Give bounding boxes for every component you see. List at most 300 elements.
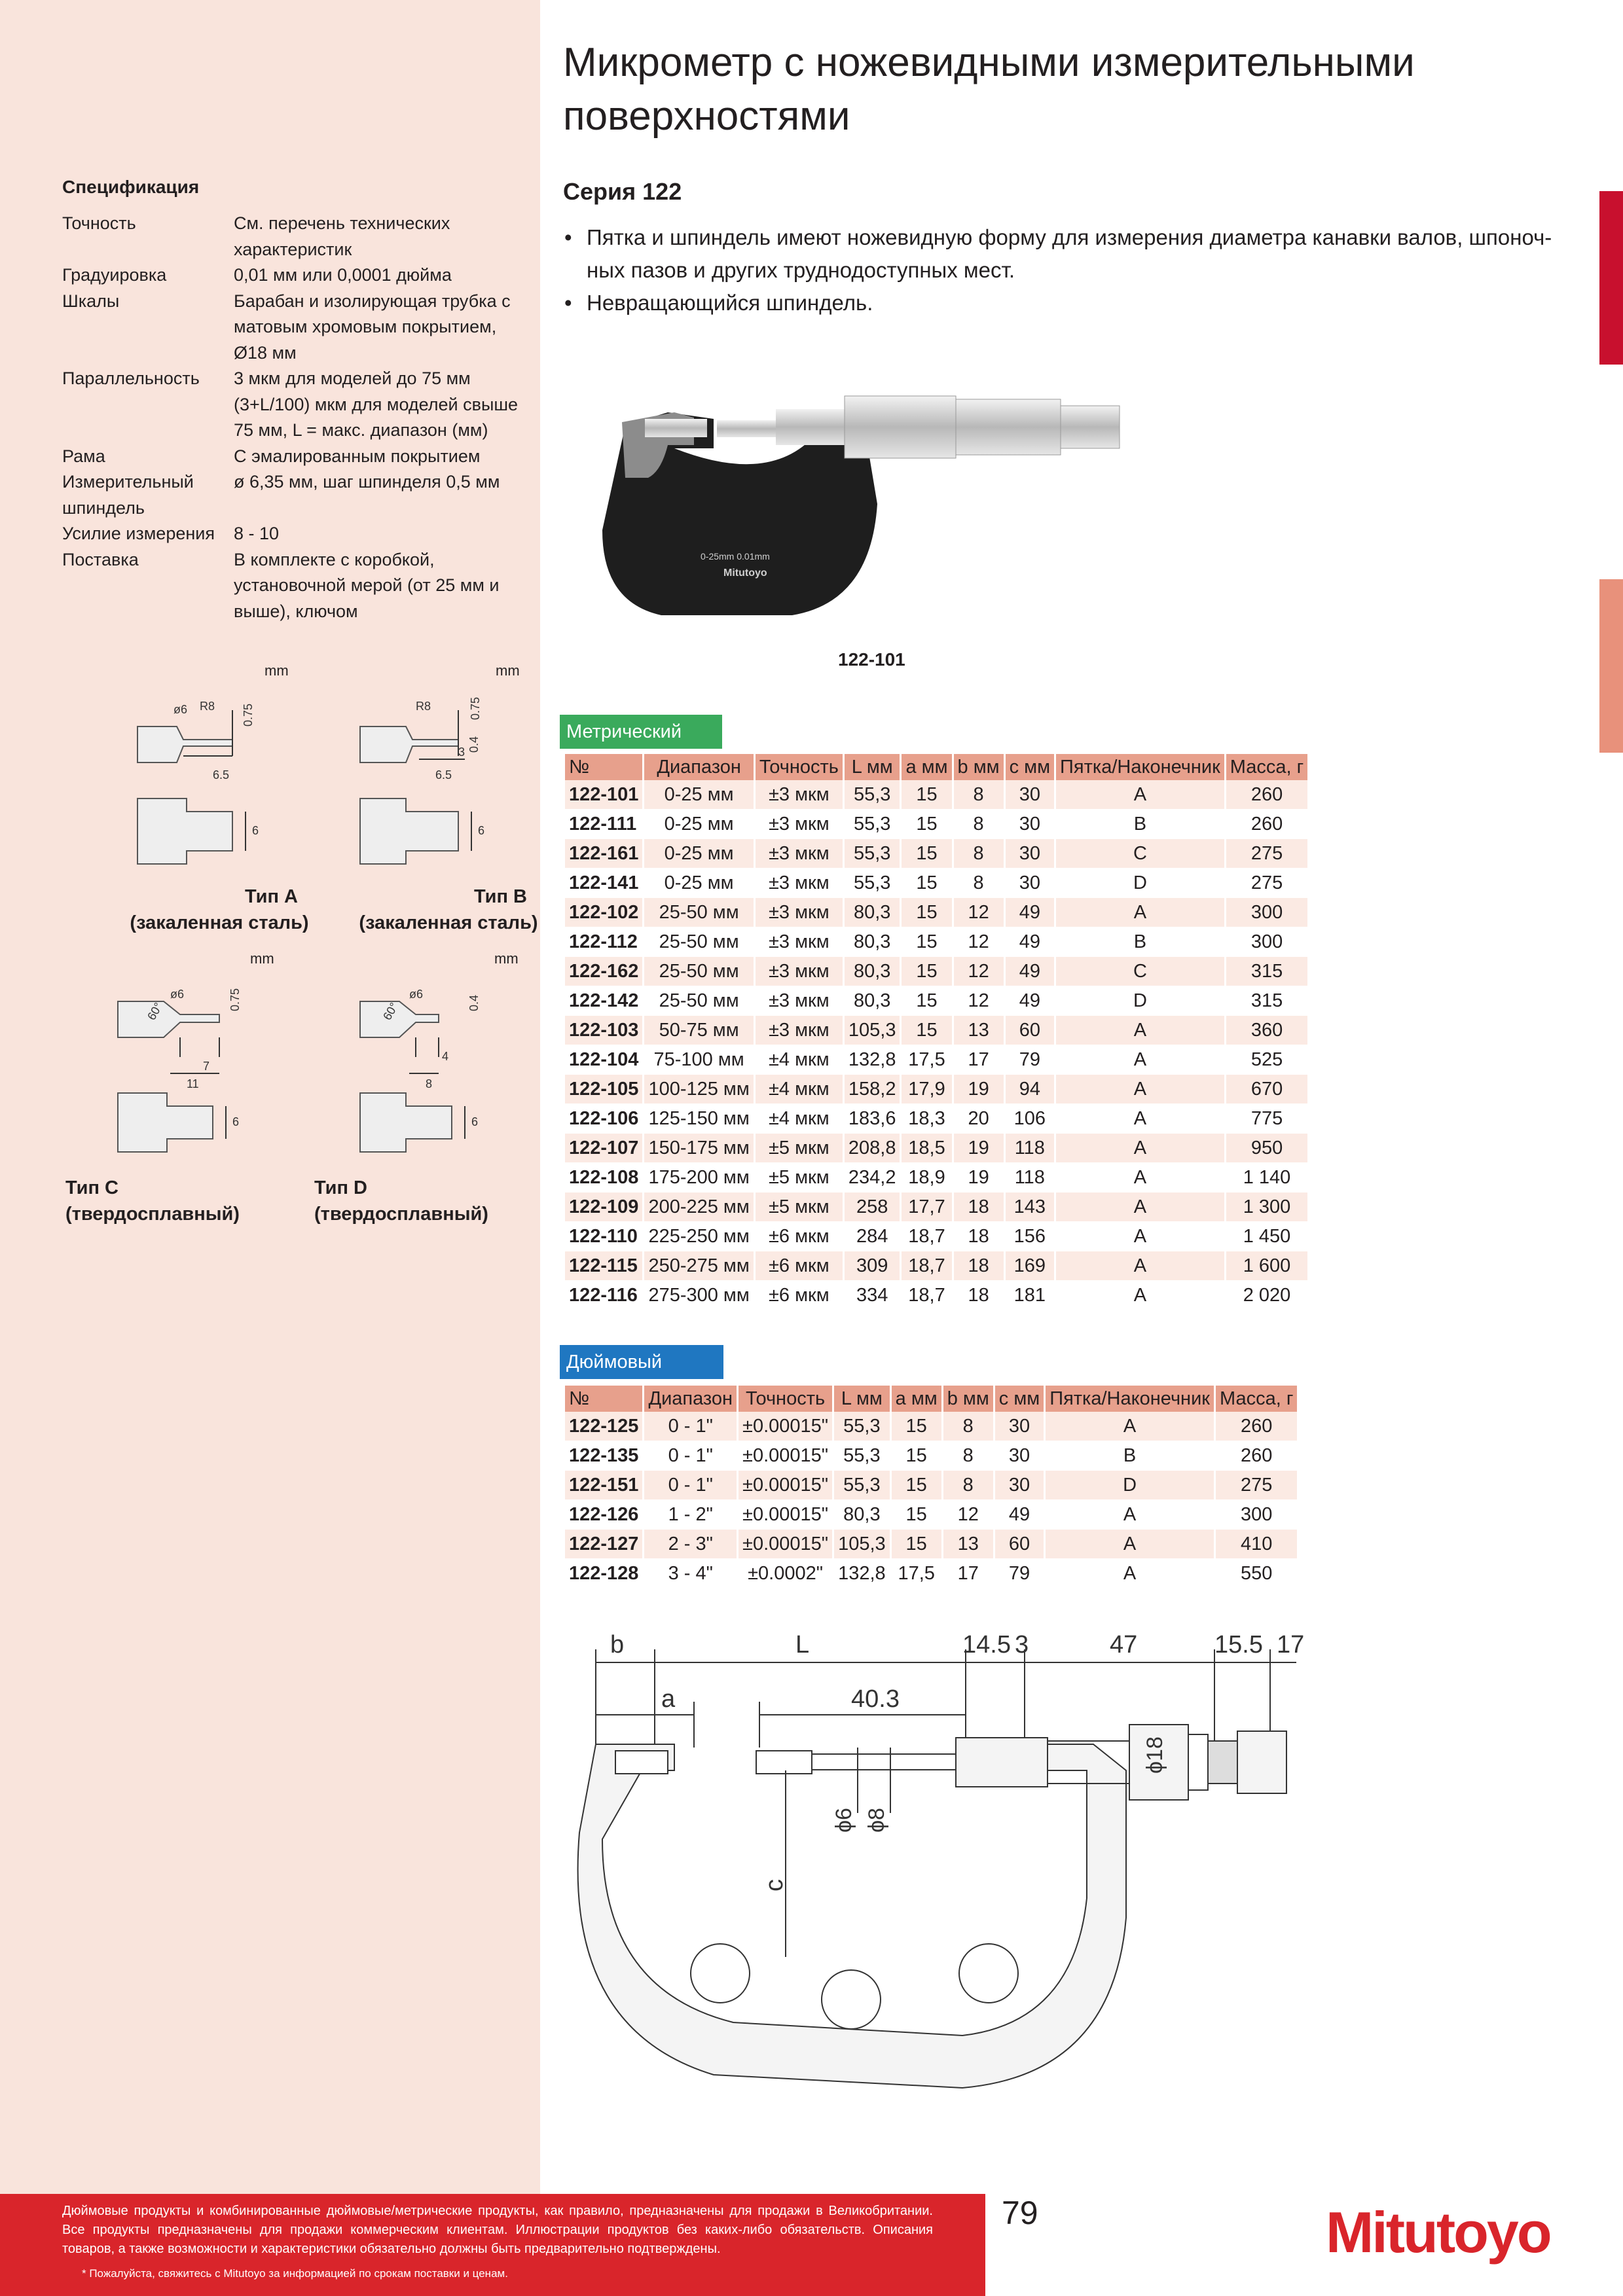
model-number-cell: 122-107 xyxy=(565,1134,642,1163)
table-cell: ±0.00015" xyxy=(739,1412,832,1441)
table-cell: 55,3 xyxy=(845,869,900,898)
table-cell: 175-200 мм xyxy=(644,1163,753,1193)
type-a-title: Тип А xyxy=(245,886,298,907)
table-cell: 150-175 мм xyxy=(644,1134,753,1163)
model-number-cell: 122-101 xyxy=(565,780,642,810)
table-cell: 156 xyxy=(1006,1222,1054,1251)
table-cell: 0 - 1" xyxy=(644,1471,737,1500)
table-cell: ±6 мкм xyxy=(756,1251,843,1281)
table-cell: A xyxy=(1056,1016,1224,1045)
table-cell: 309 xyxy=(845,1251,900,1281)
spec-label: Точность xyxy=(62,213,136,233)
dim-phi6: ø6 xyxy=(409,988,424,1001)
model-number-cell: 122-116 xyxy=(565,1281,642,1310)
spec-label: Параллельность xyxy=(62,368,200,388)
table-cell: 260 xyxy=(1216,1412,1297,1441)
spec-label: Шкалы xyxy=(62,291,120,311)
spec-value: матовым хромовым покрытием, xyxy=(234,317,497,336)
column-header: Пятка/Наконечник xyxy=(1046,1386,1214,1412)
table-cell: 30 xyxy=(1006,780,1054,810)
column-header: b мм xyxy=(954,754,1004,780)
table-cell: 1 140 xyxy=(1226,1163,1307,1193)
table-cell: 30 xyxy=(995,1471,1044,1500)
table-cell: D xyxy=(1046,1471,1214,1500)
dim-b: b xyxy=(610,1631,625,1659)
table-cell: A xyxy=(1046,1412,1214,1441)
page-title-line2: поверхностями xyxy=(563,94,850,139)
table-cell: 1 600 xyxy=(1226,1251,1307,1281)
table-cell: ±4 мкм xyxy=(756,1045,843,1075)
spec-value: характеристик xyxy=(234,239,352,259)
dim-6: 6 xyxy=(252,824,259,837)
type-c-diagram xyxy=(118,988,242,1152)
spec-value: выше), ключом xyxy=(234,601,358,621)
spec-row xyxy=(62,237,527,263)
spec-value: Ø18 мм xyxy=(234,342,297,363)
spec-value: В комплекте с коробкой, xyxy=(234,549,435,569)
table-cell: 550 xyxy=(1216,1559,1297,1588)
table-cell: 17,7 xyxy=(902,1193,951,1222)
spec-row xyxy=(62,262,527,289)
table-cell: 125-150 мм xyxy=(644,1104,753,1134)
table-row xyxy=(565,1193,1307,1222)
table-cell: 15 xyxy=(902,810,951,839)
table-row xyxy=(565,1222,1307,1251)
table-cell: 275-300 мм xyxy=(644,1281,753,1310)
table-cell: A xyxy=(1046,1530,1214,1559)
spec-row xyxy=(62,469,527,495)
dim-r8: R8 xyxy=(200,700,215,713)
spec-list xyxy=(62,211,527,624)
table-row xyxy=(565,1559,1297,1588)
table-cell: 17,5 xyxy=(902,1045,951,1075)
table-cell: 25-50 мм xyxy=(644,957,753,986)
model-number-cell: 122-111 xyxy=(565,810,642,839)
feature-text-cont: ных пазов и других труднодоступных мест. xyxy=(587,258,1015,282)
table-cell: ±3 мкм xyxy=(756,957,843,986)
footer-note: * Пожалуйста, свяжитесь с Mitutoyo за информацией по срокам поставки и ценам. xyxy=(82,2267,508,2280)
table-cell: 143 xyxy=(1006,1193,1054,1222)
table-cell: 260 xyxy=(1216,1441,1297,1471)
spec-label xyxy=(62,314,234,340)
model-number-cell: 122-106 xyxy=(565,1104,642,1134)
table-cell: 25-50 мм xyxy=(644,927,753,957)
table-cell: B xyxy=(1056,810,1224,839)
type-c-label: Тип С (твердосплавный) xyxy=(65,1177,240,1225)
model-number-cell: 122-115 xyxy=(565,1251,642,1281)
spec-value: 3 мкм для моделей до 75 мм xyxy=(234,368,471,388)
table-cell: 0 - 1" xyxy=(644,1412,737,1441)
dim-phi18: ϕ18 xyxy=(1142,1736,1167,1774)
table-cell: 18,7 xyxy=(902,1281,951,1310)
table-cell: 8 xyxy=(954,810,1004,839)
dim-phi6: ø6 xyxy=(170,988,185,1001)
table-cell: 15 xyxy=(902,957,951,986)
table-cell: 15 xyxy=(902,986,951,1016)
table-cell: 80,3 xyxy=(834,1500,890,1530)
feature-item xyxy=(564,287,1573,319)
table-cell: 18 xyxy=(954,1193,1004,1222)
table-row xyxy=(565,1251,1307,1281)
table-cell: 25-50 мм xyxy=(644,898,753,927)
table-cell: 105,3 xyxy=(845,1016,900,1045)
dim-0-75: 0.75 xyxy=(228,988,242,1011)
spec-label xyxy=(62,340,234,367)
table-cell: 260 xyxy=(1226,810,1307,839)
table-cell: ±6 мкм xyxy=(756,1222,843,1251)
metric-table xyxy=(563,754,1309,1310)
table-cell: 15 xyxy=(902,839,951,869)
table-cell: 15 xyxy=(902,1016,951,1045)
table-cell: 15 xyxy=(892,1471,941,1500)
table-cell: 30 xyxy=(1006,810,1054,839)
table-row xyxy=(565,1530,1297,1559)
column-header: c мм xyxy=(995,1386,1044,1412)
column-header: Диапазон xyxy=(644,754,753,780)
table-row xyxy=(565,1412,1297,1441)
table-cell: 0-25 мм xyxy=(644,810,753,839)
table-cell: C xyxy=(1056,957,1224,986)
table-cell: 284 xyxy=(845,1222,900,1251)
table-cell: ±5 мкм xyxy=(756,1134,843,1163)
table-row xyxy=(565,1163,1307,1193)
column-header: Точность xyxy=(739,1386,832,1412)
table-cell: 18,9 xyxy=(902,1163,951,1193)
table-cell: 8 xyxy=(954,869,1004,898)
table-cell: 1 - 2" xyxy=(644,1500,737,1530)
table-cell: 30 xyxy=(995,1412,1044,1441)
table-cell: 30 xyxy=(1006,869,1054,898)
table-cell: A xyxy=(1056,1075,1224,1104)
table-cell: 55,3 xyxy=(834,1412,890,1441)
table-cell: C xyxy=(1056,839,1224,869)
table-cell: 950 xyxy=(1226,1134,1307,1163)
table-cell: 315 xyxy=(1226,957,1307,986)
table-cell: 0-25 мм xyxy=(644,780,753,810)
table-cell: 75-100 мм xyxy=(644,1045,753,1075)
spec-label xyxy=(62,237,234,263)
model-number-cell: 122-126 xyxy=(565,1500,642,1530)
model-number-cell: 122-110 xyxy=(565,1222,642,1251)
spec-label xyxy=(62,418,234,444)
dim-6-5: 6.5 xyxy=(435,768,452,781)
spec-row xyxy=(62,521,527,547)
table-cell: 525 xyxy=(1226,1045,1307,1075)
table-cell: 18,7 xyxy=(902,1222,951,1251)
table-cell: 19 xyxy=(954,1163,1004,1193)
type-d-label: Тип D (твердосплавный) xyxy=(314,1177,488,1225)
photo-caption: 122-101 xyxy=(838,649,905,670)
table-cell: 334 xyxy=(845,1281,900,1310)
spec-value: 0,01 мм или 0,0001 дюйма xyxy=(234,265,452,285)
table-cell: 55,3 xyxy=(834,1471,890,1500)
table-cell: 169 xyxy=(1006,1251,1054,1281)
table-cell: A xyxy=(1056,1251,1224,1281)
table-cell: 49 xyxy=(995,1500,1044,1530)
table-row xyxy=(565,927,1307,957)
unit-label-a: mm xyxy=(264,662,289,679)
table-cell: A xyxy=(1056,1281,1224,1310)
table-cell: 8 xyxy=(954,839,1004,869)
model-number-cell: 122-109 xyxy=(565,1193,642,1222)
table-cell: 25-50 мм xyxy=(644,986,753,1016)
model-number-cell: 122-142 xyxy=(565,986,642,1016)
dim-4: 4 xyxy=(442,1050,449,1063)
spec-value: ø 6,35 мм, шаг шпинделя 0,5 мм xyxy=(234,472,500,492)
table-cell: B xyxy=(1056,927,1224,957)
dim-0-4: 0.4 xyxy=(467,736,481,753)
table-cell: 105,3 xyxy=(834,1530,890,1559)
table-cell: A xyxy=(1056,1222,1224,1251)
table-row xyxy=(565,1104,1307,1134)
column-header: Пятка/Наконечник xyxy=(1056,754,1224,780)
table-cell: 1 300 xyxy=(1226,1193,1307,1222)
spec-row xyxy=(62,444,527,470)
dim-phi8: ϕ8 xyxy=(864,1808,889,1833)
table-cell: 80,3 xyxy=(845,927,900,957)
table-cell: A xyxy=(1056,898,1224,927)
table-cell: 300 xyxy=(1226,898,1307,927)
table-cell: ±3 мкм xyxy=(756,986,843,1016)
table-cell: 260 xyxy=(1226,780,1307,810)
table-cell: ±0.00015" xyxy=(739,1471,832,1500)
spec-row xyxy=(62,573,527,599)
table-cell: 13 xyxy=(954,1016,1004,1045)
table-cell: 1 450 xyxy=(1226,1222,1307,1251)
dim-0-75: 0.75 xyxy=(242,703,255,726)
spec-label: Рама xyxy=(62,446,105,466)
table-cell: 12 xyxy=(954,957,1004,986)
table-cell: ±4 мкм xyxy=(756,1104,843,1134)
unit-label-c: mm xyxy=(250,950,274,967)
table-cell: 158,2 xyxy=(845,1075,900,1104)
feature-list xyxy=(564,221,1573,319)
dim-6: 6 xyxy=(471,1115,479,1128)
page-number: 79 xyxy=(1002,2195,1038,2231)
dim-40-3: 40.3 xyxy=(851,1685,900,1713)
table-cell: 55,3 xyxy=(845,839,900,869)
table-cell: 275 xyxy=(1226,839,1307,869)
table-cell: 0-25 мм xyxy=(644,839,753,869)
section-tab-red xyxy=(1599,191,1623,365)
table-cell: 17 xyxy=(943,1559,993,1588)
table-cell: 18 xyxy=(954,1251,1004,1281)
table-cell: 106 xyxy=(1006,1104,1054,1134)
section-tab-pink xyxy=(1599,579,1623,753)
table-cell: 30 xyxy=(995,1441,1044,1471)
spec-value: См. перечень технических xyxy=(234,213,450,233)
table-cell: 18,3 xyxy=(902,1104,951,1134)
table-cell: A xyxy=(1056,780,1224,810)
table-cell: ±0.00015" xyxy=(739,1530,832,1559)
table-row xyxy=(565,1045,1307,1075)
dim-8: 8 xyxy=(426,1077,433,1090)
spec-row xyxy=(62,211,527,237)
spec-row xyxy=(62,314,527,340)
table-cell: ±5 мкм xyxy=(756,1193,843,1222)
table-cell: 18,7 xyxy=(902,1251,951,1281)
table-cell: 49 xyxy=(1006,957,1054,986)
table-cell: 49 xyxy=(1006,898,1054,927)
model-number-cell: 122-108 xyxy=(565,1163,642,1193)
feature-text: Пятка и шпиндель имеют ножевидную форму для измерения диаметра канавки валов, шпоноч- xyxy=(587,225,1552,249)
column-header: Масса, г xyxy=(1216,1386,1297,1412)
model-number-cell: 122-112 xyxy=(565,927,642,957)
type-b-diagram xyxy=(360,697,484,864)
table-cell: 3 - 4" xyxy=(644,1559,737,1588)
table-cell: ±3 мкм xyxy=(756,927,843,957)
table-cell: 15 xyxy=(902,898,951,927)
table-cell: 2 020 xyxy=(1226,1281,1307,1310)
model-number-cell: 122-104 xyxy=(565,1045,642,1075)
table-cell: 360 xyxy=(1226,1016,1307,1045)
model-number-cell: 122-125 xyxy=(565,1412,642,1441)
table-cell: 183,6 xyxy=(845,1104,900,1134)
table-cell: 18 xyxy=(954,1222,1004,1251)
spec-label xyxy=(62,573,234,599)
table-cell: 19 xyxy=(954,1134,1004,1163)
column-header: L мм xyxy=(834,1386,890,1412)
table-cell: 258 xyxy=(845,1193,900,1222)
table-header-row xyxy=(565,754,1307,780)
dim-14-5: 14.5 xyxy=(962,1631,1011,1659)
type-b-title: Тип В xyxy=(474,886,527,907)
table-row xyxy=(565,898,1307,927)
table-cell: 18 xyxy=(954,1281,1004,1310)
model-number-cell: 122-103 xyxy=(565,1016,642,1045)
inch-table xyxy=(563,1386,1299,1588)
dim-phi6: ϕ6 xyxy=(831,1808,856,1833)
table-row xyxy=(565,1500,1297,1530)
table-cell: 8 xyxy=(954,780,1004,810)
table-cell: 19 xyxy=(954,1075,1004,1104)
table-cell: ±4 мкм xyxy=(756,1075,843,1104)
brand-logo: Mitutoyo xyxy=(1326,2200,1550,2265)
table-cell: 225-250 мм xyxy=(644,1222,753,1251)
column-header: Масса, г xyxy=(1226,754,1307,780)
table-cell: ±0.00015" xyxy=(739,1500,832,1530)
photo-brand-text: Mitutoyo xyxy=(723,567,767,579)
column-header: Точность xyxy=(756,754,843,780)
table-cell: A xyxy=(1056,1163,1224,1193)
table-cell: 670 xyxy=(1226,1075,1307,1104)
table-row xyxy=(565,1441,1297,1471)
column-header: b мм xyxy=(943,1386,993,1412)
series-label: Серия 122 xyxy=(563,178,682,205)
type-a-label xyxy=(121,884,318,936)
table-cell: 775 xyxy=(1226,1104,1307,1134)
dim-0-4: 0.4 xyxy=(467,994,481,1011)
table-cell: 20 xyxy=(954,1104,1004,1134)
table-cell: 55,3 xyxy=(845,810,900,839)
table-cell: 315 xyxy=(1226,986,1307,1016)
table-cell: 80,3 xyxy=(845,986,900,1016)
table-cell: 30 xyxy=(1006,839,1054,869)
bullet-icon: • xyxy=(564,225,572,249)
spec-label: Усилие измерения xyxy=(62,524,215,543)
table-cell: 275 xyxy=(1216,1471,1297,1500)
dim-11: 11 xyxy=(187,1077,199,1090)
table-cell: ±5 мкм xyxy=(756,1163,843,1193)
dim-6: 6 xyxy=(232,1115,240,1128)
table-cell: 60 xyxy=(1006,1016,1054,1045)
spec-row xyxy=(62,547,527,573)
table-cell: 17 xyxy=(954,1045,1004,1075)
table-cell: 300 xyxy=(1216,1500,1297,1530)
dim-17: 17 xyxy=(1277,1631,1305,1659)
dim-L: L xyxy=(795,1631,810,1659)
spec-row xyxy=(62,599,527,625)
column-header: № xyxy=(565,1386,642,1412)
feature-item xyxy=(564,221,1573,287)
dim-6: 6 xyxy=(478,824,485,837)
dim-47: 47 xyxy=(1110,1631,1138,1659)
dim-15-5: 15.5 xyxy=(1214,1631,1263,1659)
spec-value: 75 мм, L = макс. диапазон (мм) xyxy=(234,420,488,440)
model-number-cell: 122-141 xyxy=(565,869,642,898)
table-cell: 80,3 xyxy=(845,957,900,986)
table-cell: 17,5 xyxy=(892,1559,941,1588)
technical-drawing xyxy=(570,1617,1342,2108)
table-cell: D xyxy=(1056,986,1224,1016)
spec-value: 8 - 10 xyxy=(234,524,280,543)
table-cell: 12 xyxy=(954,927,1004,957)
column-header: № xyxy=(565,754,642,780)
table-cell: ±0.00015" xyxy=(739,1441,832,1471)
spec-row xyxy=(62,366,527,392)
footer-disclaimer: Дюймовые продукты и комбинированные дюймовые/метрические продукты, как правило, предназначены для продажи в Великобритании. Все продукты предназначены для продажи коммерческим клиентам. Иллюстрации продуктов без каких-либо обязательств. Описания товаров, а также возможности и характеристики обязательно должны быть предварительно подтверждены. xyxy=(62,2204,933,2256)
table-cell: 118 xyxy=(1006,1163,1054,1193)
page-title xyxy=(563,36,1571,143)
spec-value: С эмалированным покрытием xyxy=(234,446,481,466)
table-cell: A xyxy=(1056,1104,1224,1134)
table-cell: 410 xyxy=(1216,1530,1297,1559)
dim-3: 3 xyxy=(458,745,465,759)
spec-label: Поставка xyxy=(62,549,139,569)
table-cell: 13 xyxy=(943,1530,993,1559)
metric-badge: Метрический xyxy=(560,715,722,749)
table-row xyxy=(565,780,1307,810)
column-header: Диапазон xyxy=(644,1386,737,1412)
spec-value: установочной мерой (от 25 мм и xyxy=(234,575,500,595)
table-cell: 79 xyxy=(1006,1045,1054,1075)
model-number-cell: 122-105 xyxy=(565,1075,642,1104)
table-cell: 12 xyxy=(954,898,1004,927)
table-cell: 0 - 1" xyxy=(644,1441,737,1471)
dim-r8: R8 xyxy=(416,700,431,713)
table-cell: B xyxy=(1046,1441,1214,1471)
spec-value: (3+L/100) мкм для моделей свыше xyxy=(234,394,519,414)
table-row xyxy=(565,957,1307,986)
spec-label: шпиндель xyxy=(62,497,145,518)
table-cell: 15 xyxy=(892,1530,941,1559)
page-title-line1: Микрометр с ножевидными измерительными xyxy=(563,40,1415,85)
table-cell: 49 xyxy=(1006,927,1054,957)
table-cell: 17,9 xyxy=(902,1075,951,1104)
spec-row xyxy=(62,392,527,418)
table-cell: 300 xyxy=(1226,927,1307,957)
table-cell: 181 xyxy=(1006,1281,1054,1310)
bullet-icon: • xyxy=(564,291,572,315)
spec-value: Барабан и изолирующая трубка с xyxy=(234,291,511,311)
table-cell: 15 xyxy=(892,1500,941,1530)
dim-60deg: 60° xyxy=(380,1000,401,1022)
table-row xyxy=(565,986,1307,1016)
table-cell: 200-225 мм xyxy=(644,1193,753,1222)
table-cell: ±3 мкм xyxy=(756,1016,843,1045)
dim-7: 7 xyxy=(203,1060,210,1073)
table-cell: 8 xyxy=(943,1441,993,1471)
